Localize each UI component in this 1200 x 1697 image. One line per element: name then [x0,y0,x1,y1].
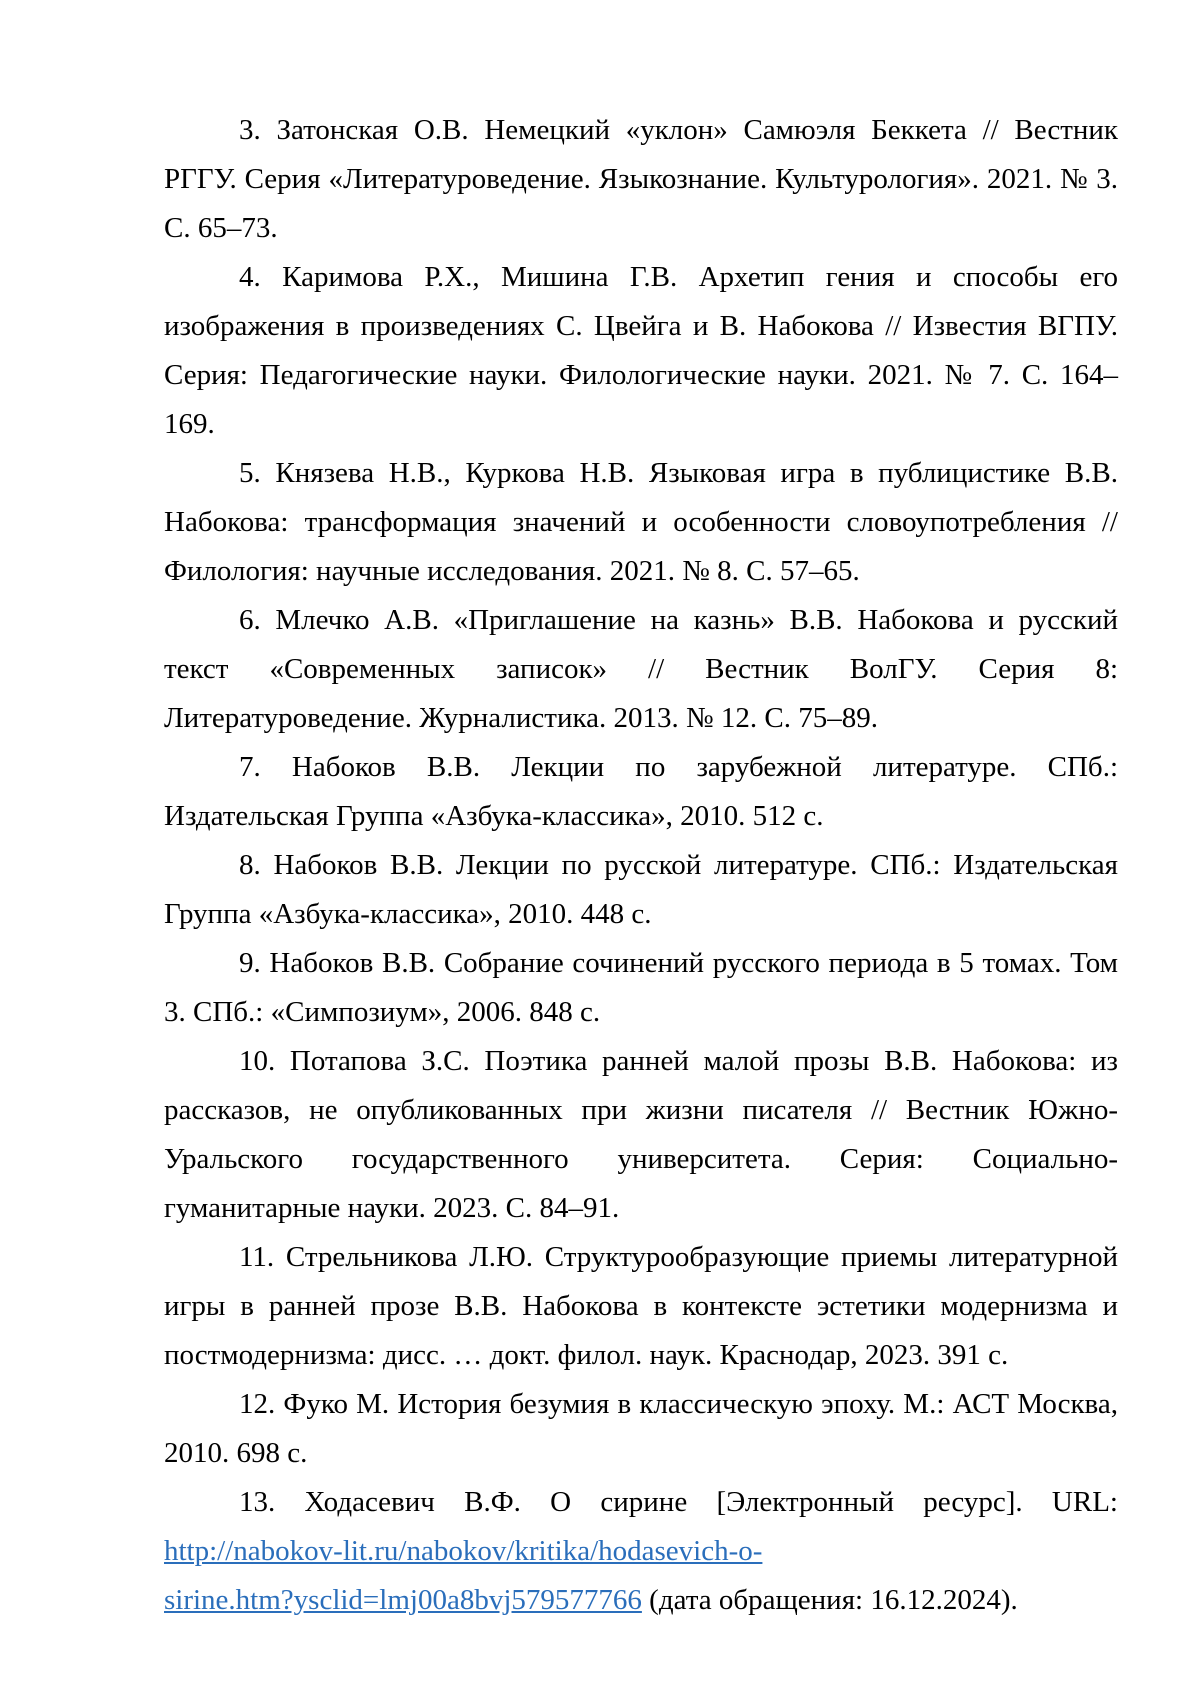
reference-item: 7. Набоков В.В. Лекции по зарубежной литературе. СПб.: Издательская Группа «Азбука-классика», 2010. 512 с. [164,751,1118,832]
reference-item: 4. Каримова Р.Х., Мишина Г.В. Архетип гения и способы его изображения в произведениях С. Цвейга и В. Набокова // Известия ВГПУ. Серия: Педагогические науки. Филологические науки. 2021. № 7. С. 164–169. [164,261,1118,440]
reference-item: 9. Набоков В.В. Собрание сочинений русского периода в 5 томах. Том 3. СПб.: «Симпозиум», 2006. 848 с. [164,947,1118,1028]
reference-text: (дата обращения: 16.12.2024). [641,1584,1018,1616]
reference-item: 10. Потапова З.С. Поэтика ранней малой прозы В.В. Набокова: из рассказов, не опубликованных при жизни писателя // Вестник Южно-Уральского государственного университета. Серия: Социально-гуманитарные науки. 2023. С. 84–91. [164,1045,1118,1224]
reference-url-line1[interactable]: http://nabokov-lit.ru/nabokov/kritika/hodasevich-o- [164,1535,763,1567]
reference-item [164,1478,1118,1625]
reference-item: 3. Затонская О.В. Немецкий «уклон» Самюэля Беккета // Вестник РГГУ. Серия «Литературоведение. Языкознание. Культурология». 2021. № 3. С. 65–73. [164,114,1118,244]
reference-item: 6. Млечко А.В. «Приглашение на казнь» В.В. Набокова и русский текст «Современных записок» // Вестник ВолГУ. Серия 8: Литературоведение. Журналистика. 2013. № 12. С. 75–89. [164,604,1118,734]
reference-item: 5. Князева Н.В., Куркова Н.В. Языковая игра в публицистике В.В. Набокова: трансформация значений и особенности словоупотребления // Филология: научные исследования. 2021. № 8. С. 57–65. [164,457,1118,587]
reference-text: 13. Ходасевич В.Ф. О сирине [Электронный ресурс]. URL: [239,1486,1118,1518]
reference-url-line2[interactable]: sirine.htm?ysclid=lmj00a8bvj579577766 [164,1584,642,1616]
reference-item: 8. Набоков В.В. Лекции по русской литературе. СПб.: Издательская Группа «Азбука-классика», 2010. 448 с. [164,849,1118,930]
reference-item: 12. Фуко М. История безумия в классическую эпоху. М.: АСТ Москва, 2010. 698 с. [164,1388,1118,1469]
reference-item: 11. Стрельникова Л.Ю. Структурообразующие приемы литературной игры в ранней прозе В.В. Набокова в контексте эстетики модернизма и постмодернизма: дисс. … докт. филол. наук. Краснодар, 2023. 391 с. [164,1241,1118,1371]
